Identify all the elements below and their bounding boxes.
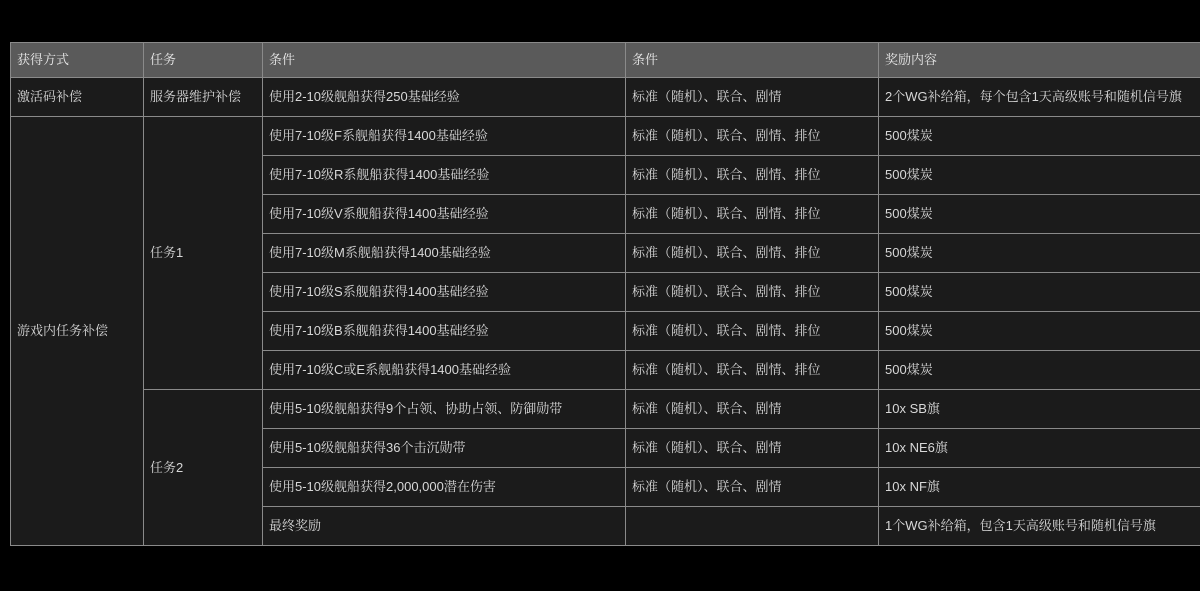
cell-reward: 500煤炭	[879, 156, 1200, 195]
cell-reward: 2个WG补给箱，每个包含1天高级账号和随机信号旗	[879, 78, 1200, 117]
cell-condition: 使用2-10级舰船获得250基础经验	[263, 78, 626, 117]
cell-condition: 最终奖励	[263, 507, 626, 546]
cell-reward: 1个WG补给箱，包含1天高级账号和随机信号旗	[879, 507, 1200, 546]
cell-reward: 500煤炭	[879, 273, 1200, 312]
cell-condition-mode: 标准（随机）、联合、剧情	[626, 78, 879, 117]
cell-reward: 500煤炭	[879, 195, 1200, 234]
cell-condition-mode: 标准（随机）、联合、剧情、排位	[626, 351, 879, 390]
cell-reward: 500煤炭	[879, 234, 1200, 273]
cell-condition: 使用7-10级B系舰船获得1400基础经验	[263, 312, 626, 351]
cell-condition-mode	[626, 507, 879, 546]
cell-condition-mode: 标准（随机）、联合、剧情	[626, 429, 879, 468]
cell-condition: 使用7-10级M系舰船获得1400基础经验	[263, 234, 626, 273]
column-header-reward: 奖励内容	[879, 43, 1200, 78]
cell-condition-mode: 标准（随机）、联合、剧情、排位	[626, 156, 879, 195]
cell-condition-mode: 标准（随机）、联合、剧情、排位	[626, 195, 879, 234]
cell-condition: 使用7-10级V系舰船获得1400基础经验	[263, 195, 626, 234]
table-row	[11, 117, 1200, 156]
table-row	[11, 78, 1200, 117]
column-header-condition: 条件	[263, 43, 626, 78]
table-body	[11, 78, 1200, 546]
cell-task-2: 任务2	[144, 390, 263, 546]
cell-condition-mode: 标准（随机）、联合、剧情、排位	[626, 312, 879, 351]
cell-acquire-method-activation-code: 激活码补偿	[11, 78, 144, 117]
table-row	[11, 390, 1200, 429]
cell-reward: 500煤炭	[879, 351, 1200, 390]
cell-reward: 10x NF旗	[879, 468, 1200, 507]
column-header-task: 任务	[144, 43, 263, 78]
table-header	[11, 43, 1200, 78]
cell-task-1: 任务1	[144, 117, 263, 390]
cell-condition: 使用5-10级舰船获得2,000,000潜在伤害	[263, 468, 626, 507]
cell-acquire-method-in-game-tasks: 游戏内任务补偿	[11, 117, 144, 546]
cell-condition-mode: 标准（随机）、联合、剧情、排位	[626, 273, 879, 312]
cell-condition-mode: 标准（随机）、联合、剧情、排位	[626, 234, 879, 273]
reward-table-container	[10, 42, 1190, 546]
cell-reward: 10x NE6旗	[879, 429, 1200, 468]
column-header-condition-mode: 条件	[626, 43, 879, 78]
cell-reward: 500煤炭	[879, 117, 1200, 156]
cell-condition-mode: 标准（随机）、联合、剧情、排位	[626, 117, 879, 156]
cell-reward: 500煤炭	[879, 312, 1200, 351]
reward-table	[10, 42, 1200, 546]
cell-condition: 使用7-10级C或E系舰船获得1400基础经验	[263, 351, 626, 390]
cell-condition-mode: 标准（随机）、联合、剧情	[626, 390, 879, 429]
column-header-acquire-method: 获得方式	[11, 43, 144, 78]
cell-condition-mode: 标准（随机）、联合、剧情	[626, 468, 879, 507]
cell-condition: 使用5-10级舰船获得36个击沉勋带	[263, 429, 626, 468]
cell-condition: 使用7-10级S系舰船获得1400基础经验	[263, 273, 626, 312]
cell-condition: 使用7-10级R系舰船获得1400基础经验	[263, 156, 626, 195]
cell-reward: 10x SB旗	[879, 390, 1200, 429]
cell-task-server-maintenance: 服务器维护补偿	[144, 78, 263, 117]
cell-condition: 使用7-10级F系舰船获得1400基础经验	[263, 117, 626, 156]
cell-condition: 使用5-10级舰船获得9个占领、协助占领、防御勋带	[263, 390, 626, 429]
table-header-row	[11, 43, 1200, 78]
